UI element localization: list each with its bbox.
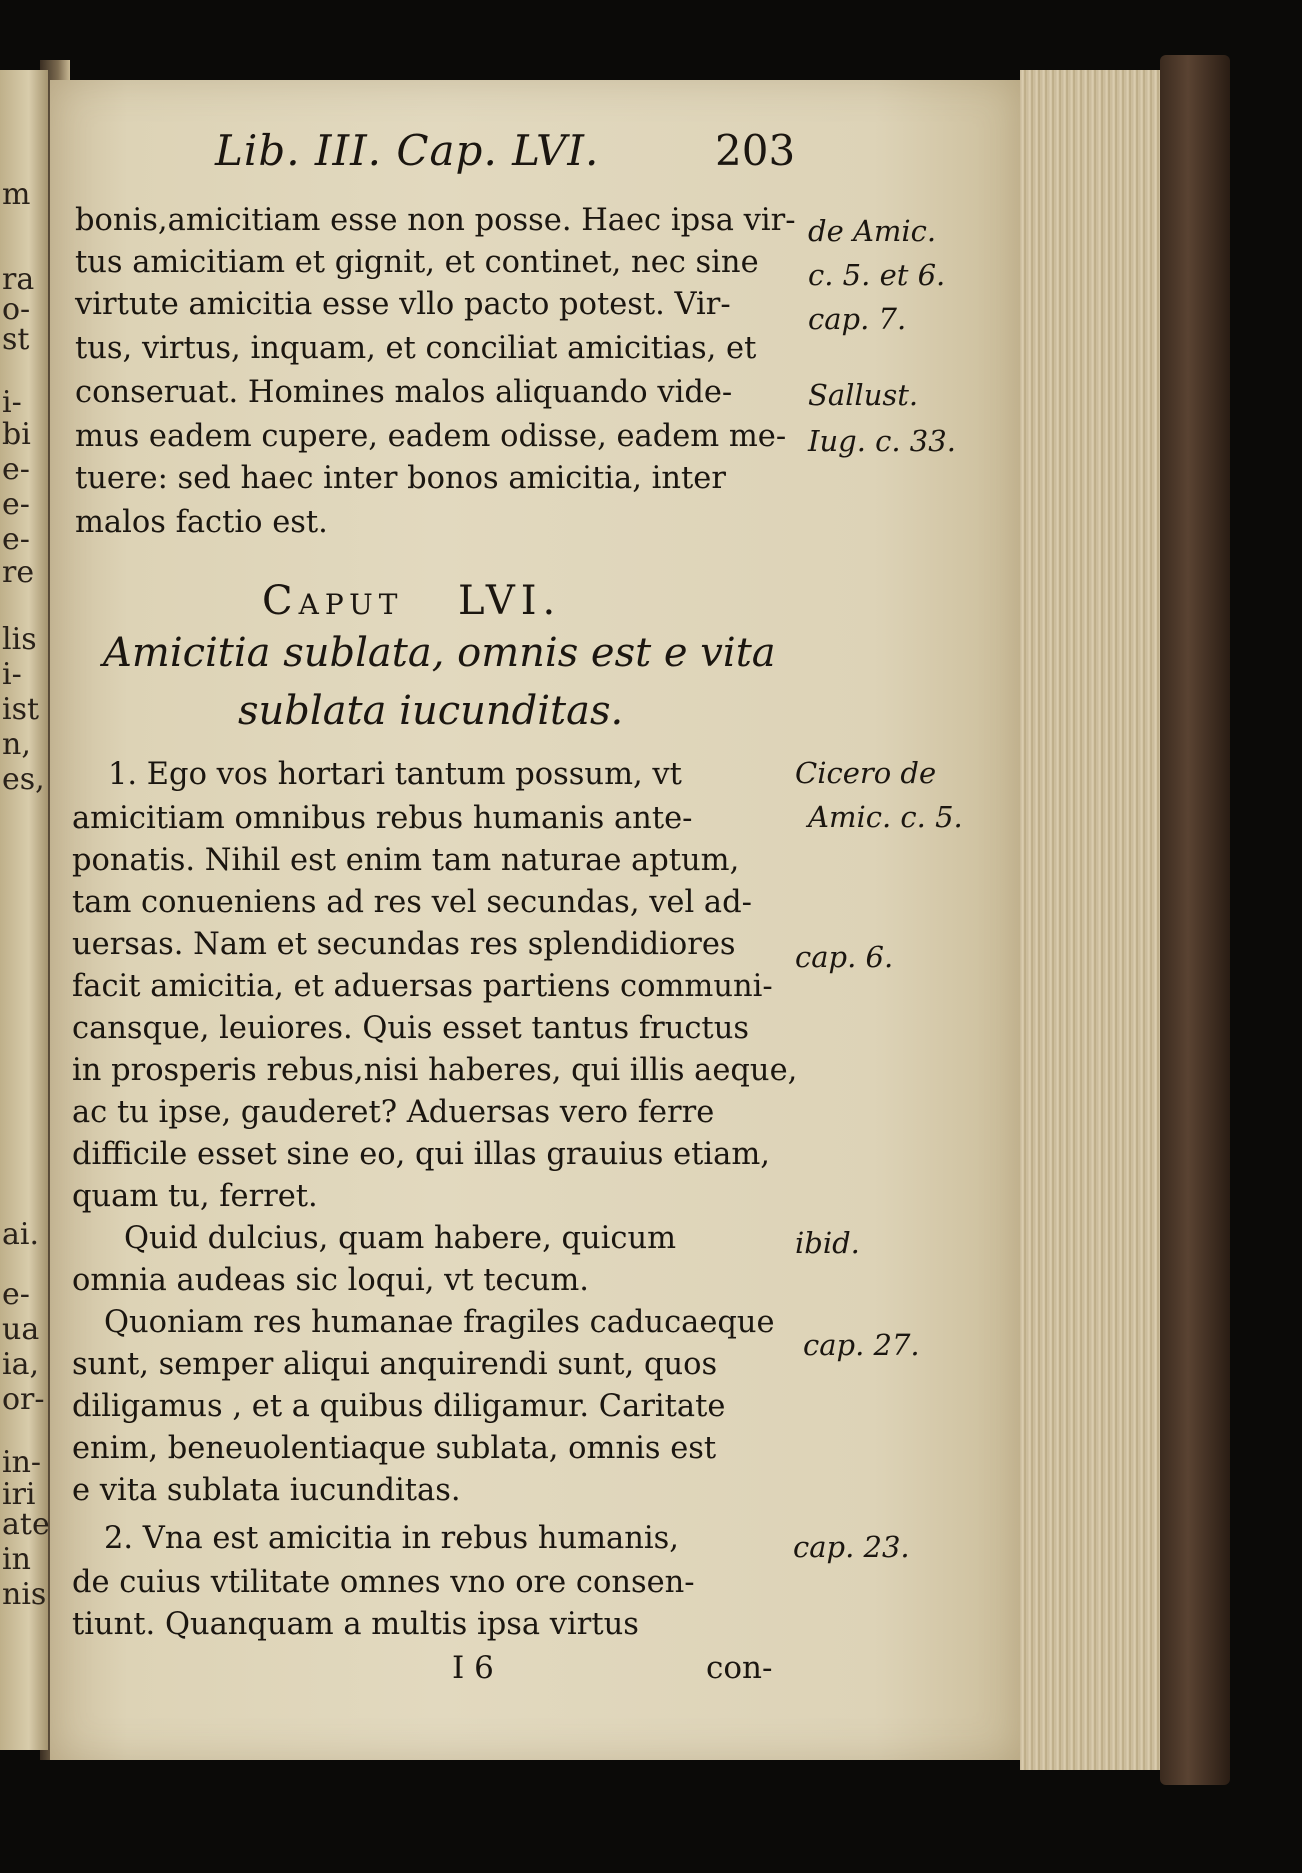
marginal-note: cap. 6. bbox=[795, 940, 894, 974]
marginal-note: Iug. c. 33. bbox=[808, 424, 956, 458]
marginal-note: de Amic. bbox=[808, 214, 937, 248]
text-line: conseruat. Homines malos aliquando vide- bbox=[75, 375, 733, 410]
left-fragment: ai. bbox=[2, 1217, 40, 1252]
text-line: tus, virtus, inquam, et conciliat amicitias, et bbox=[75, 331, 757, 366]
text-line: uersas. Nam et secundas res splendidiores bbox=[72, 927, 736, 962]
text-line: in prosperis rebus,nisi haberes, qui illis aeque, bbox=[72, 1053, 798, 1088]
left-fragment: e- bbox=[2, 1277, 30, 1312]
signature-mark: I 6 bbox=[452, 1650, 494, 1686]
running-title: Lib. III. Cap. LVI. bbox=[215, 126, 600, 175]
marginal-note: Amic. c. 5. bbox=[808, 800, 963, 834]
left-fragment: lis bbox=[2, 622, 37, 657]
left-fragment: ia, bbox=[2, 1347, 40, 1382]
left-fragment: in bbox=[2, 1542, 31, 1577]
marginal-note: cap. 7. bbox=[808, 302, 907, 336]
left-fragment: iri bbox=[2, 1477, 36, 1512]
left-fragment: o- bbox=[2, 292, 31, 327]
text-line: tuere: sed haec inter bonos amicitia, inter bbox=[75, 461, 726, 496]
text-line: malos factio est. bbox=[75, 505, 328, 540]
text-line: virtute amicitia esse vllo pacto potest. Vir- bbox=[75, 287, 731, 322]
page-edges bbox=[1020, 70, 1170, 1770]
chapter-subtitle: sublata iucunditas. bbox=[238, 688, 624, 734]
left-fragment: m bbox=[2, 177, 31, 212]
marginal-note: cap. 27. bbox=[803, 1328, 920, 1362]
left-fragment: or- bbox=[2, 1382, 45, 1417]
text-line: diligamus , et a quibus diligamur. Caritate bbox=[72, 1389, 726, 1424]
page-number: 203 bbox=[715, 126, 796, 175]
text-line: omnia audeas sic loqui, vt tecum. bbox=[72, 1263, 589, 1298]
text-line: enim, beneuolentiaque sublata, omnis est bbox=[72, 1431, 717, 1466]
text-line: Quid dulcius, quam habere, quicum bbox=[124, 1221, 677, 1256]
marginal-note: ibid. bbox=[795, 1226, 860, 1260]
text-line: cansque, leuiores. Quis esset tantus fructus bbox=[72, 1011, 749, 1046]
chapter-number: LVI. bbox=[458, 578, 562, 624]
left-fragment: e- bbox=[2, 452, 30, 487]
marginal-note: c. 5. et 6. bbox=[808, 258, 946, 292]
text-line: tam conueniens ad res vel secundas, vel ad- bbox=[72, 885, 752, 920]
text-line: facit amicitia, et aduersas partiens communi- bbox=[72, 969, 773, 1004]
text-line: difficile esset sine eo, qui illas grauius etiam, bbox=[72, 1137, 770, 1172]
text-line: mus eadem cupere, eadem odisse, eadem me- bbox=[75, 419, 787, 454]
left-fragment: e- bbox=[2, 487, 30, 522]
text-line: e vita sublata iucunditas. bbox=[72, 1473, 461, 1508]
chapter-subtitle: Amicitia sublata, omnis est e vita bbox=[103, 630, 776, 676]
left-fragment: i- bbox=[2, 385, 22, 420]
left-fragment: e- bbox=[2, 522, 30, 557]
left-fragment: st bbox=[2, 322, 30, 357]
left-fragment: ist bbox=[2, 692, 40, 727]
marginal-note: Cicero de bbox=[795, 756, 937, 790]
text-line: ac tu ipse, gauderet? Aduersas vero ferre bbox=[72, 1095, 715, 1130]
catchword: con- bbox=[706, 1650, 773, 1686]
text-line: bonis,amicitiam esse non posse. Haec ipsa vir- bbox=[75, 203, 796, 238]
book-cover bbox=[1160, 55, 1230, 1785]
left-fragment: i- bbox=[2, 657, 22, 692]
text-line: sunt, semper aliqui anquirendi sunt, quos bbox=[72, 1347, 718, 1382]
left-page-edge bbox=[0, 70, 48, 1750]
left-fragment: nis bbox=[2, 1577, 47, 1612]
left-fragment: in- bbox=[2, 1445, 42, 1480]
left-fragment: n, bbox=[2, 727, 31, 762]
left-fragment: es, bbox=[2, 762, 45, 797]
text-line: 2. Vna est amicitia in rebus humanis, bbox=[104, 1521, 679, 1556]
text-line: ponatis. Nihil est enim tam naturae aptum, bbox=[72, 843, 740, 878]
text-line: tiunt. Quanquam a multis ipsa virtus bbox=[72, 1607, 639, 1642]
chapter-label: Caput bbox=[262, 578, 404, 624]
text-line: quam tu, ferret. bbox=[72, 1179, 318, 1214]
left-fragment: bi bbox=[2, 417, 31, 452]
text-line: de cuius vtilitate omnes vno ore consen- bbox=[72, 1565, 695, 1600]
left-fragment: re bbox=[2, 555, 35, 590]
text-line: Quoniam res humanae fragiles caducaeque bbox=[104, 1305, 775, 1340]
left-fragment: ra bbox=[2, 262, 35, 297]
marginal-note: cap. 23. bbox=[793, 1530, 910, 1564]
text-line: tus amicitiam et gignit, et continet, nec sine bbox=[75, 245, 759, 280]
text-line: amicitiam omnibus rebus humanis ante- bbox=[72, 801, 693, 836]
text-line: 1. Ego vos hortari tantum possum, vt bbox=[108, 757, 682, 792]
left-fragment: ate bbox=[2, 1507, 50, 1542]
left-fragment: ua bbox=[2, 1312, 40, 1347]
marginal-note: Sallust. bbox=[808, 378, 919, 412]
